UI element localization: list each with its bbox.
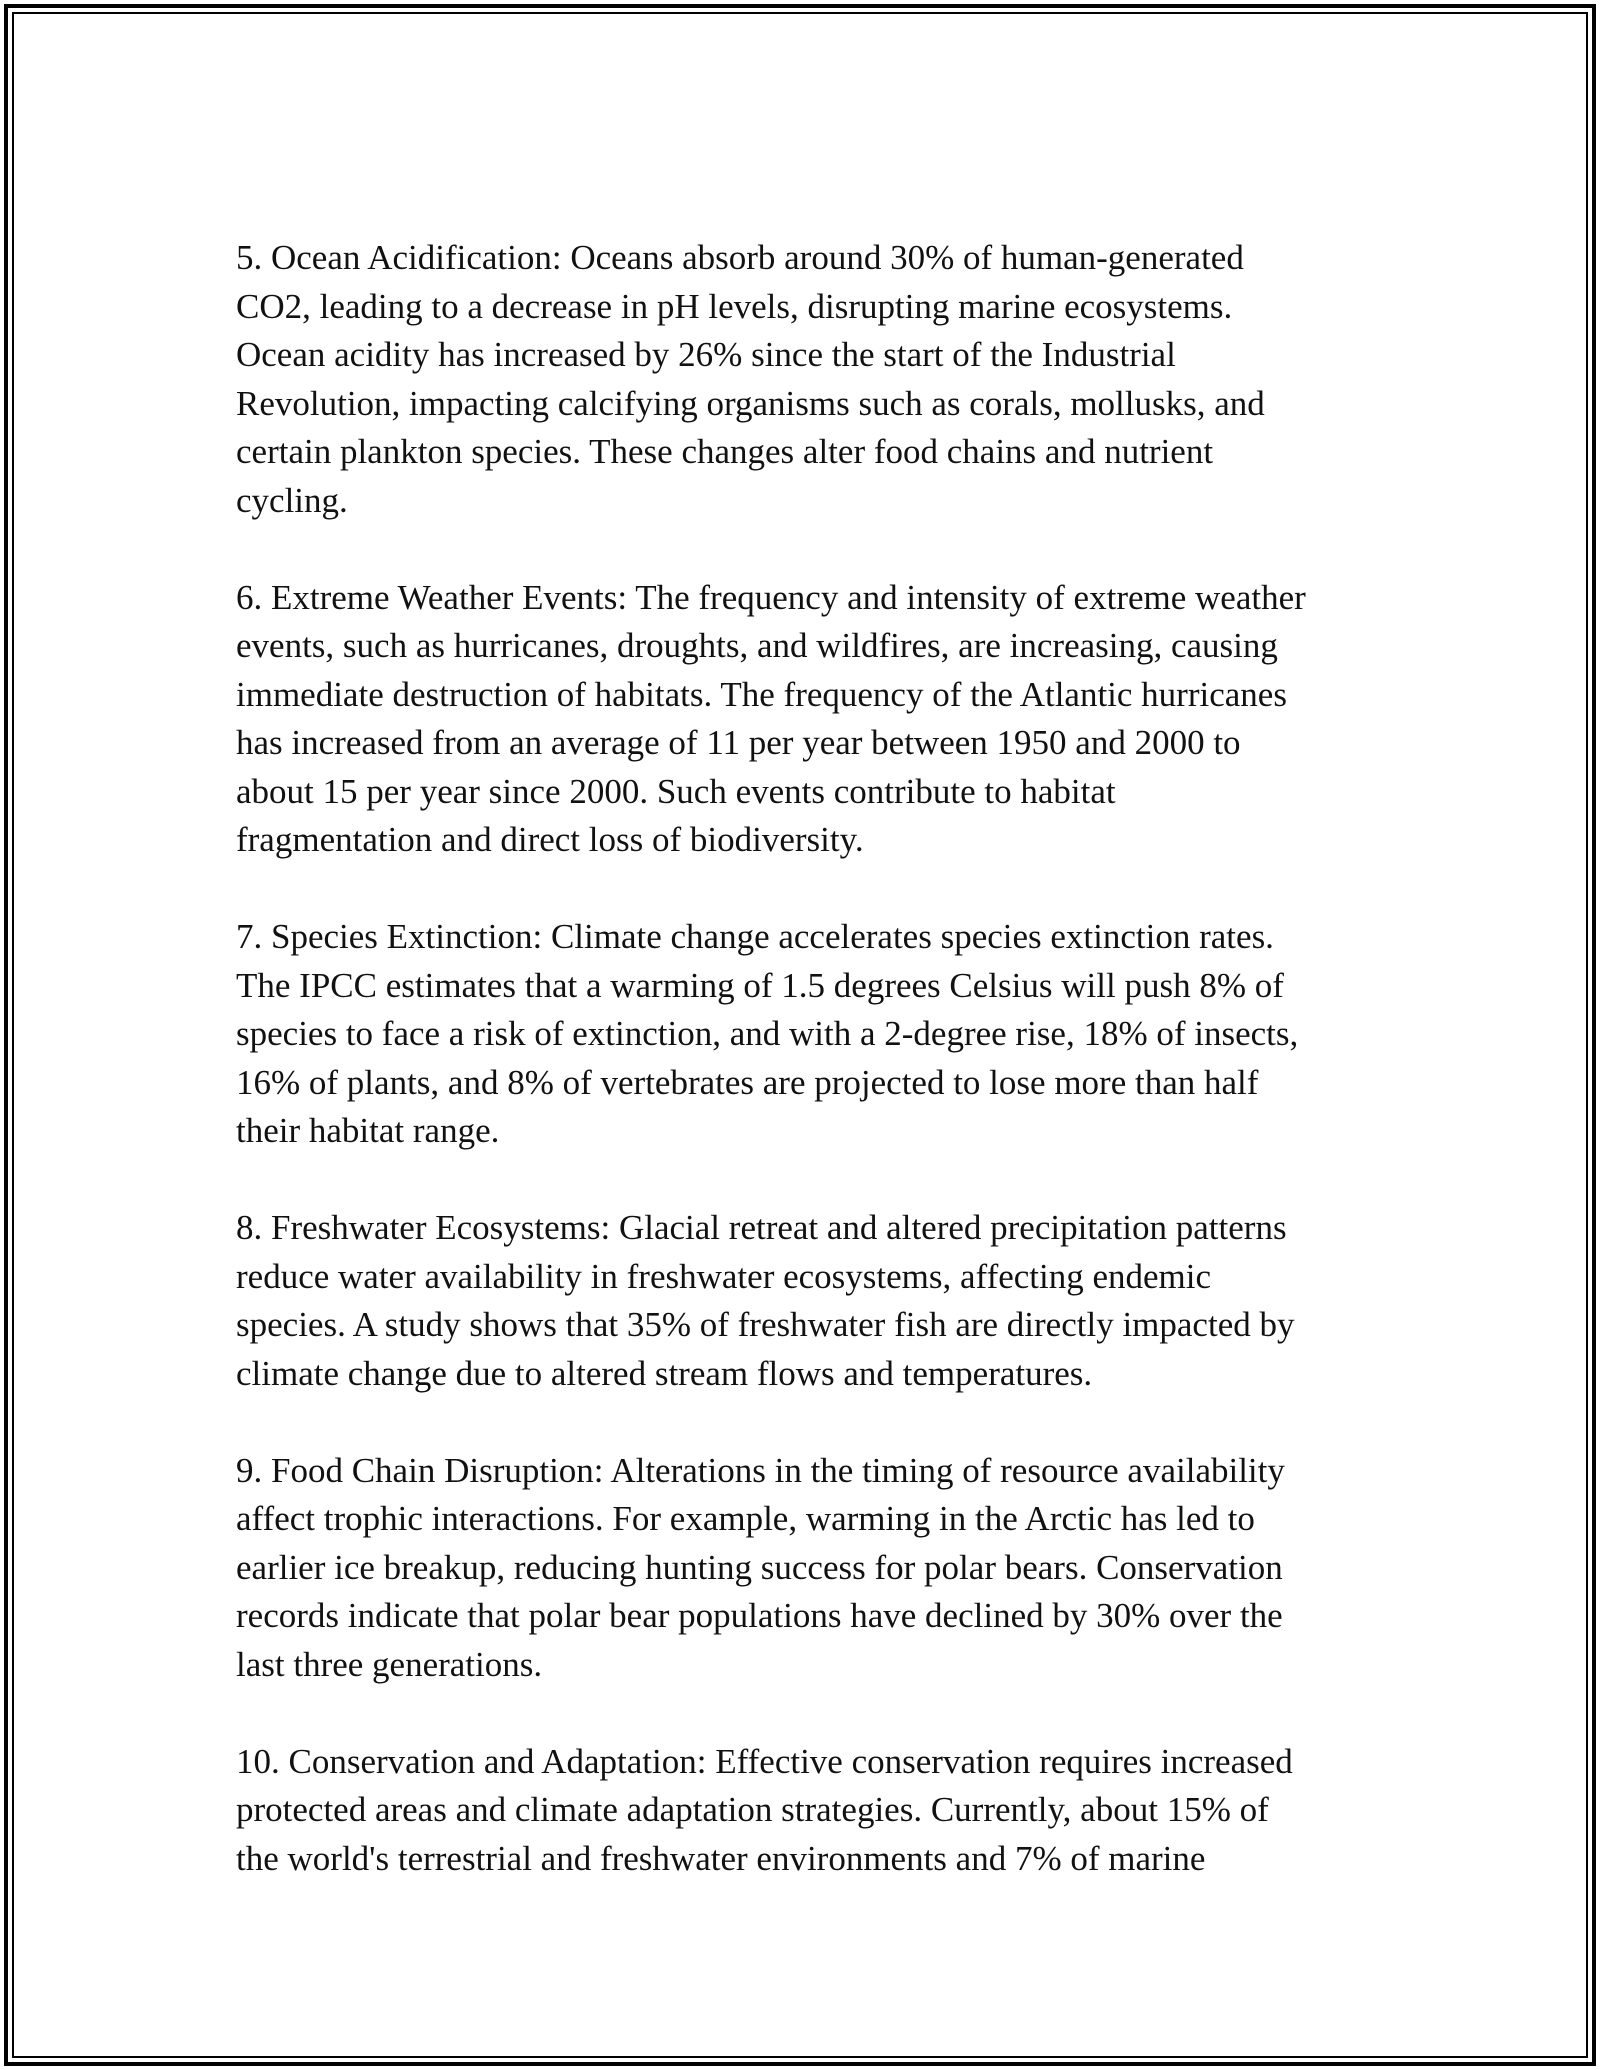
paragraph-conservation-and-adaptation [236, 1738, 1386, 1884]
paragraph-freshwater-ecosystems [236, 1204, 1386, 1398]
text-line: 8. Freshwater Ecosystems: Glacial retreat and altered precipitation patterns [236, 1208, 1287, 1247]
text-line: cycling. [236, 480, 348, 520]
text-line: reduce water availability in freshwater ecosystems, affecting endemic [236, 1256, 1212, 1296]
text-line: 5. Ocean Acidification: Oceans absorb around 30% of human-generated [236, 238, 1244, 277]
text-line: has increased from an average of 11 per year between 1950 and 2000 to [236, 723, 1241, 762]
text-line: fragmentation and direct loss of biodiversity. [236, 820, 864, 859]
paragraph-ocean-acidification [236, 234, 1386, 525]
text-line: 16% of plants, and 8% of vertebrates are projected to lose more than half [236, 1062, 1259, 1102]
paragraph-species-extinction [236, 913, 1386, 1156]
text-line: records indicate that polar bear populations have declined by 30% over the [236, 1596, 1283, 1635]
paragraph-extreme-weather-events [236, 574, 1386, 865]
text-line: species to face a risk of extinction, and with a 2-degree rise, 18% of insects, [236, 1014, 1299, 1053]
text-line: 9. Food Chain Disruption: Alterations in the timing of resource availability [236, 1450, 1285, 1490]
text-line: their habitat range. [236, 1111, 500, 1150]
text-line: about 15 per year since 2000. Such events contribute to habitat [236, 771, 1116, 811]
text-line: CO2, leading to a decrease in pH levels, disrupting marine ecosystems. [236, 286, 1233, 326]
text-line: certain plankton species. These changes alter food chains and nutrient [236, 432, 1214, 471]
text-line: the world's terrestrial and freshwater environments and 7% of marine [236, 1838, 1206, 1878]
text-line: protected areas and climate adaptation strategies. Currently, about 15% of [236, 1790, 1269, 1829]
text-line: last three generations. [236, 1644, 543, 1684]
text-line: climate change due to altered stream flows and temperatures. [236, 1353, 1093, 1393]
text-line: 7. Species Extinction: Climate change accelerates species extinction rates. [236, 917, 1274, 956]
text-line: immediate destruction of habitats. The frequency of the Atlantic hurricanes [236, 674, 1287, 714]
text-line: Ocean acidity has increased by 26% since the start of the Industrial [236, 335, 1176, 374]
text-line: earlier ice breakup, reducing hunting success for polar bears. Conservation [236, 1547, 1283, 1587]
text-line: The IPCC estimates that a warming of 1.5 degrees Celsius will push 8% of [236, 965, 1284, 1005]
text-line: affect trophic interactions. For example, warming in the Arctic has led to [236, 1499, 1255, 1538]
text-line: species. A study shows that 35% of freshwater fish are directly impacted by [236, 1305, 1295, 1344]
paragraph-food-chain-disruption [236, 1447, 1386, 1690]
text-line: events, such as hurricanes, droughts, and wildfires, are increasing, causing [236, 626, 1278, 665]
text-line: 10. Conservation and Adaptation: Effective conservation requires increased [236, 1741, 1293, 1781]
text-line: 6. Extreme Weather Events: The frequency and intensity of extreme weather [236, 577, 1306, 617]
text-line: Revolution, impacting calcifying organisms such as corals, mollusks, and [236, 383, 1265, 423]
document-body [236, 234, 1386, 1932]
